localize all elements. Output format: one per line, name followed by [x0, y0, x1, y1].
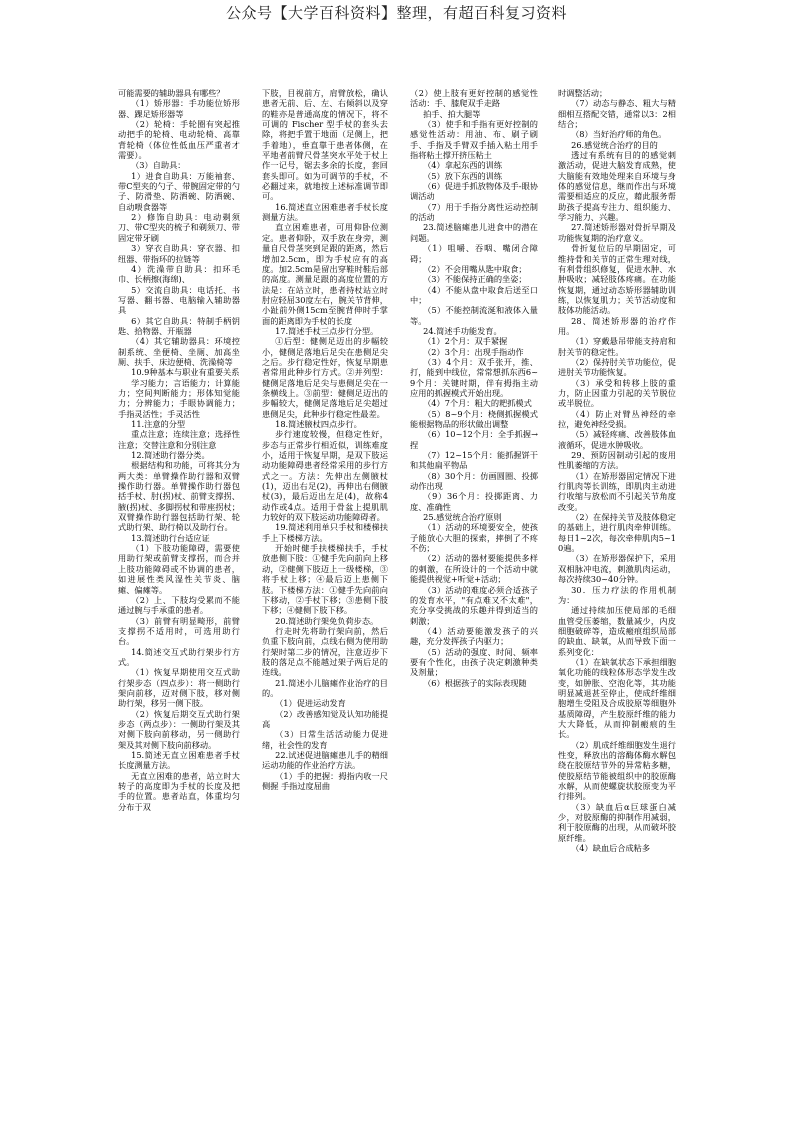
- paragraph: （2）保持肘关节功能位，促进肘关节功能恢复。: [558, 356, 676, 378]
- paragraph: （3）日常生活活动能力促进绪，社会性的发育: [262, 729, 388, 750]
- paragraph: （6）10~12个月：全手抓握→捏: [410, 429, 538, 450]
- paragraph: 24.简述手功能发育。: [423, 325, 502, 336]
- paragraph: 15.简述无直立困难患者手杖长度测量方法。: [118, 750, 240, 771]
- paragraph: （2）活动的器材要能提供多样的刺激，在所设计的一个活动中就能提供视觉+听觉+活动；: [410, 553, 538, 585]
- paragraph: 25.感觉统合治疗原则: [423, 512, 502, 523]
- paragraph: 3）穿衣自助具：穿衣器、扣纽器、带指环的拉链等: [118, 243, 240, 264]
- paragraph: 时调整活动；: [558, 88, 608, 98]
- paragraph: 28、简述矫形器的治疗作用。: [558, 315, 676, 336]
- paragraph: 21.简述小儿脑瘫作业治疗的目的。: [262, 677, 388, 698]
- text-column-2: [262, 88, 388, 1088]
- paragraph: （7）动态与静态、粗大与精细相互搭配交错，通常以3：2相结合；: [558, 98, 676, 130]
- paragraph: 11.注意的分型: [131, 419, 186, 429]
- paragraph: 步行速度较慢，但稳定性好，步态与正常步行相近似，训练难度小，适用于恢复早期，是双下肢运动功能障碍患者经常采用的步行方式之一。方法：先伸出左侧腋杖(1)，迈出右足(2)，再伸出右侧腋杖(3)，最后迈出左足(4)，故称4动作或4点。适用于骨盆上提肌肌力较好的双下肢运动功能障碍者。: [262, 429, 388, 523]
- paragraph: 5）交流自助具：电话托、书写器、翻书器、电脑输入辅助器具: [118, 284, 240, 316]
- paragraph: 16.简述直立困难患者手杖长度测量方法。: [262, 201, 388, 223]
- paragraph: （3）缺血后α巨球蛋白减少，对胶原酶的抑制作用减弱，利于胶原酶的出现，从而破坏胶原纤维。: [558, 801, 676, 843]
- paragraph: （4）不能从盘中取食后送至口中；: [410, 284, 538, 305]
- paragraph: （4）缺血后合成粘多: [571, 843, 651, 854]
- paragraph: 18.简述腋杖四点步行。: [275, 419, 362, 429]
- paragraph: 6）其它自助具：特制手柄钥匙、拾物器、开瓶器: [118, 315, 240, 336]
- paragraph: （1）在矫形器固定情况下进行肌肉等长训练，即肌肉主动进行收缩与放松而不引起关节角度改变。: [558, 470, 676, 512]
- paragraph: 4）洗澡带自助具：扣环毛巾、长柄擦(海绵)、: [118, 263, 240, 285]
- paragraph: （4）7个月：粗大的耙抓模式: [423, 398, 532, 409]
- paragraph: 下肢，目视前方，肩臂放松，确认患者无前、后、左、右倾斜以及穿的鞋亦是普通高度的情况下，将不可调的 Fischer 型手杖的套头去除，将把手置于地面（足侧上，把手着地），垂直靠于患者体侧，在平地者前臂尺骨茎突水平处于杖上作一记号，锯去多余的长度，套回套头即可。如为可调节的手杖，不必翻过来，就地按上述标准调节即可。: [262, 88, 388, 202]
- paragraph: （3）自助具：: [131, 160, 186, 171]
- paragraph: （4）活动要能激发孩子的兴趣，充分发挥孩子内驱力；: [410, 625, 538, 647]
- paragraph: （2）不会用嘴从匙中取食；: [423, 263, 527, 274]
- paragraph: （5）不能控制流涎和液体入量等。: [410, 305, 538, 326]
- paragraph: （6）促进手抓放物体及手-眼协调活动: [410, 181, 538, 202]
- paragraph: 开始时健手扶楼梯扶手，手杖放患侧下肢：①健手先向前向上移动，②健侧下肢迈上一级楼梯，③将手杖上移；④最后迈上患侧下肢。下楼梯方法：①健手先向前向下移动，②手杖下移；③患侧下肢下移；④健侧下肢下移。: [262, 543, 388, 616]
- paragraph: 1）进食自助具：万能袖套、带C型夹的勺子、带腕固定带的勺子、防滑垫、防洒碗、防洒碗、自动喂食器等: [118, 170, 240, 212]
- paragraph: （3）4个月：双手张开，推、打，能到中线位，常常想抓东西6~9个月：关键时期，伴有拇指主动应用的抓握模式开始出现。: [410, 356, 538, 398]
- paragraph: （2）3个月：出现手指动作: [423, 346, 524, 357]
- paragraph: 行走时先将助行架向前，然后负重下肢向前，点线右侧为使用助行架时第二步的情况，注意迈步下肢的落足点不能越过架子两后足的连线。: [262, 625, 388, 678]
- paragraph: （1）活动的环境要安全，使孩子能放心大胆的探索，摔倒了不疼不伤；: [410, 522, 538, 554]
- paragraph: 2）修饰自助具：电动剃须刀、带C型夹的梳子和剃须刀、带固定带牙刷: [118, 212, 240, 243]
- paragraph: 骨折复位后的早期固定，可维持骨和关节的正常生理对线，有利骨组织修复，促进水肿、水肿吸收；减轻肢体疼痛。在功能恢复期，通过动态矫形器辅助训练，以恢复肌力；关节活动度和肢体功能活动。: [558, 243, 676, 316]
- paragraph: （2）恢复后期交互式助行架步态（两点步）：一侧助行架及其对侧下肢向前移动，另一侧助行架及其对侧下肢向前移动。: [118, 708, 240, 750]
- paragraph: ①后型：健侧足迈出的步幅较小，健侧足落地后足尖在患侧足尖之后。步行稳定性好，恢复早期患者常用此种步行方式。②并列型：健侧足落地后足尖与患侧足尖在一条横线上。③前型：健侧足迈出的步幅较大，健侧足落地后足尖超过患侧足尖，此种步行稳定性最差。: [262, 336, 388, 419]
- paragraph: （5）活动的强度、时间、频率要有个性化，由孩子决定刺激种类及剂量；: [410, 646, 538, 678]
- paragraph: （2）使上肢有更好控制的感觉性活动：手、膝爬双手走路: [410, 88, 538, 109]
- paragraph: （3）在矫形器保护下，采用双相脉冲电流，刺激肌肉运动，每次持续30~40分钟。: [558, 553, 676, 585]
- paragraph: 22.试述促进脑瘫患儿手的精细运动功能的作业治疗方法。: [262, 750, 388, 771]
- paragraph: （9）36个月：投掷距离、力度、准确性: [410, 491, 538, 512]
- paragraph: （3）使手和手指有更好控制的感觉性活动：用油、布、刷子刷手、手指及手臂双手插入粘土用手指将粘土撑开挤压粘土: [410, 119, 538, 161]
- paragraph: （1）咀嚼、吞咽、嘴闭合障碍；: [410, 243, 538, 264]
- paragraph: （3）承受和转移上肢的重力，防止因重力引起的关节脱位或半脱位。: [558, 377, 676, 409]
- paragraph: 12.简述助行器分类。: [131, 450, 210, 461]
- paragraph: （3）前臂有明显畸形，前臂支撑拐不适用时，可选用助行台。: [118, 615, 240, 647]
- paragraph: （5）放下东西的训练: [423, 170, 503, 181]
- paragraph: （4）其它辅助器具：环境控制系统、坐便椅、坐厕、加高坐厕、扶手、床边便椅、洗澡椅等: [118, 336, 240, 367]
- paragraph: （2）肌成纤维细胞发生退行性变，释放出的溶酶体酶水解包绕在胶原结节外的异常粘多糖，使胶原结节能被组织中的胶原酶水解，从而使螺旋状胶原变为平行排列。: [558, 739, 676, 802]
- paragraph: 拍手、拍大腿等: [423, 108, 481, 119]
- paragraph: 27.简述矫形器对骨折早期及功能恢复期的治疗意义。: [558, 222, 676, 243]
- paragraph: （2）在保持关节及肢体稳定的基础上，进行肌肉牵伸训练。每日1~2次，每次牵伸肌肉5~10遍。: [558, 512, 676, 554]
- paragraph: （2）上、下肢均受累而不能通过腕与手承重的患者。: [118, 594, 240, 616]
- paragraph: （7）用于手指分离性运动控制的活动: [410, 201, 538, 223]
- paragraph: 重点注意；连续注意；选择性注意；交替注意和分别注意: [118, 429, 240, 450]
- paragraph: 学习能力；言语能力；计算能力；空间判断能力；形体知觉能力；分辨能力；手眼协调能力；手指灵活性；手灵活性: [118, 377, 240, 419]
- paragraph: 20.简述助行架免负荷步态。: [275, 615, 379, 626]
- paragraph: 14.简述交互式助行架步行方式。: [118, 646, 240, 667]
- paragraph: 19.简述利用单只手杖和楼梯扶手上下楼梯方法。: [262, 522, 388, 543]
- paragraph: （1）穿戴悬吊带能支持肩和肘关节的稳定性。: [558, 336, 676, 357]
- header-banner: 公众号【大学百科资料】整理，有超百科复习资料: [225, 4, 567, 22]
- paragraph: （4）防止对臂丛神经的牵拉，避免神经受损。: [558, 408, 676, 429]
- paragraph: （1）下肢功能障碍，需要使用助行架或前臂支撑拐，而合并上肢功能障碍或不协调的患者，如进展性类风湿性关节炎、脑瘫、偏瘫等。: [118, 543, 240, 595]
- paragraph: 无直立困难的患者，站立时大转子的高度即为手杖的长度及把手的位置。患者站直，体重均匀分布于双: [118, 770, 240, 812]
- paragraph: 直立困难患者，可用仰卧位测定。患者仰卧，双手放在身旁，测量自尺骨茎突到足跟的距离，然后增加2.5cm，即为手杖应有的高度。加2.5cm是留出穿鞋时鞋后部的高度。测量足跟的高度位置的方法是：在站立时，患者持杖站立时肘应轻屈30度左右，腕关节背伸，小趾前外侧15cm至腕背伸时手掌面的距离即为手杖的长度: [262, 222, 388, 326]
- paragraph: 23.简述脑瘫患儿进食中的潜在问题。: [410, 222, 538, 243]
- text-column-3: [410, 88, 538, 1088]
- paragraph: 30．压力疗法的作用机制为：: [558, 584, 676, 605]
- paragraph: （8）当好治疗师的角色。: [571, 129, 667, 140]
- paragraph: （2）改善感知觉及认知功能提高: [262, 708, 388, 729]
- paragraph: 透过有系统有目的的感觉刺激活动，促进大脑发育成熟，使大脑能有效地处理来自环境与身体的感觉信息，继而作出与环境需要相适应的反应，藉此服务帮助孩子提高专注力、组织能力、学习能力、兴趣。: [558, 150, 676, 223]
- paragraph: 17.简述手杖三点步行分型。: [275, 325, 379, 336]
- paragraph: （5）减轻疼痛、改善肢体血液循环，促进水肿吸收。: [558, 429, 676, 450]
- paragraph: 13.简述助行台适应证: [131, 532, 210, 543]
- paragraph: （3）活动的难度必须合适孩子的发育水平，"有点难又不太难"，充分享受挑战的乐趣并得到适当的刺激；: [410, 584, 538, 626]
- paragraph: （3）不能保持正确的坐姿；: [423, 274, 527, 285]
- paragraph: 通过持续加压使局部的毛细血管受压萎缩，数量减少，内皮细胞破碎等，造成瘢痕组织局部的缺血、缺氧，从而导致下面一系列变化：: [558, 605, 676, 657]
- paragraph: （1）促进运动发育: [275, 698, 346, 709]
- paragraph: 可能需要的辅助器具有哪些？: [118, 88, 225, 98]
- paragraph: （7）12~15个月：能抓握饼干和其他扁平物品: [410, 450, 538, 471]
- paragraph: （1）矫形器：手功能位矫形器、踝足矫形器等: [118, 98, 240, 119]
- text-column-1: [118, 88, 240, 1088]
- paragraph: （6）根据孩子的实际表现随: [423, 677, 527, 688]
- paragraph: 26.感觉统合治疗的目的: [571, 139, 658, 150]
- paragraph: （4）拿起东西的训练: [423, 160, 503, 171]
- paragraph: 29、预防因制动引起的废用性肌萎缩的方法。: [558, 450, 676, 471]
- paragraph: （1）手的把握：拇指内收一尺侧握 手指过度屈曲: [262, 770, 388, 792]
- text-column-4: [558, 88, 676, 1088]
- paragraph: 根据结构和功能，可将其分为两大类：单臂操作助行器和双臂操作助行器。单臂操作助行器包括手杖、肘(拐)杖、前臂支撑拐、腋(拐)杖、多脚拐杖和带座拐杖；双臂操作助行器包括助行架、轮式助行架、助行椅以及助行台。: [118, 460, 240, 533]
- paragraph: （8）30个月：仿画圆圈、投掷动作出现: [410, 470, 538, 492]
- paragraph: （5）8~9个月：桡侧抓握模式能根据物品的形状做出调整: [410, 408, 538, 429]
- paragraph: 10.9种基本与职业有重要关系: [131, 367, 240, 378]
- paragraph: （1）恢复早期使用交互式助行架步态（四点步）：将一侧助行架向前移，迈对侧下肢，移对侧助行架，移另一侧下肢。: [118, 667, 240, 709]
- paragraph: （1）2个月：双手紧握: [423, 336, 508, 347]
- paragraph: （1）在缺氧状态下承担细胞氧化功能的线粒体形态学发生改变，如肿胀、空泡化等，其功能明显减退甚至停止，使成纤维细胞增生受阻及合成胶原等细胞外基质障碍，产生胶原纤维的能力大大降低，从而抑制瘢痕的生长。: [558, 656, 676, 740]
- paragraph: （2）轮椅：手轮圈有突起推动把手的轮椅、电动轮椅、高靠背轮椅（体位性低血压严重者才需要）。: [118, 119, 240, 161]
